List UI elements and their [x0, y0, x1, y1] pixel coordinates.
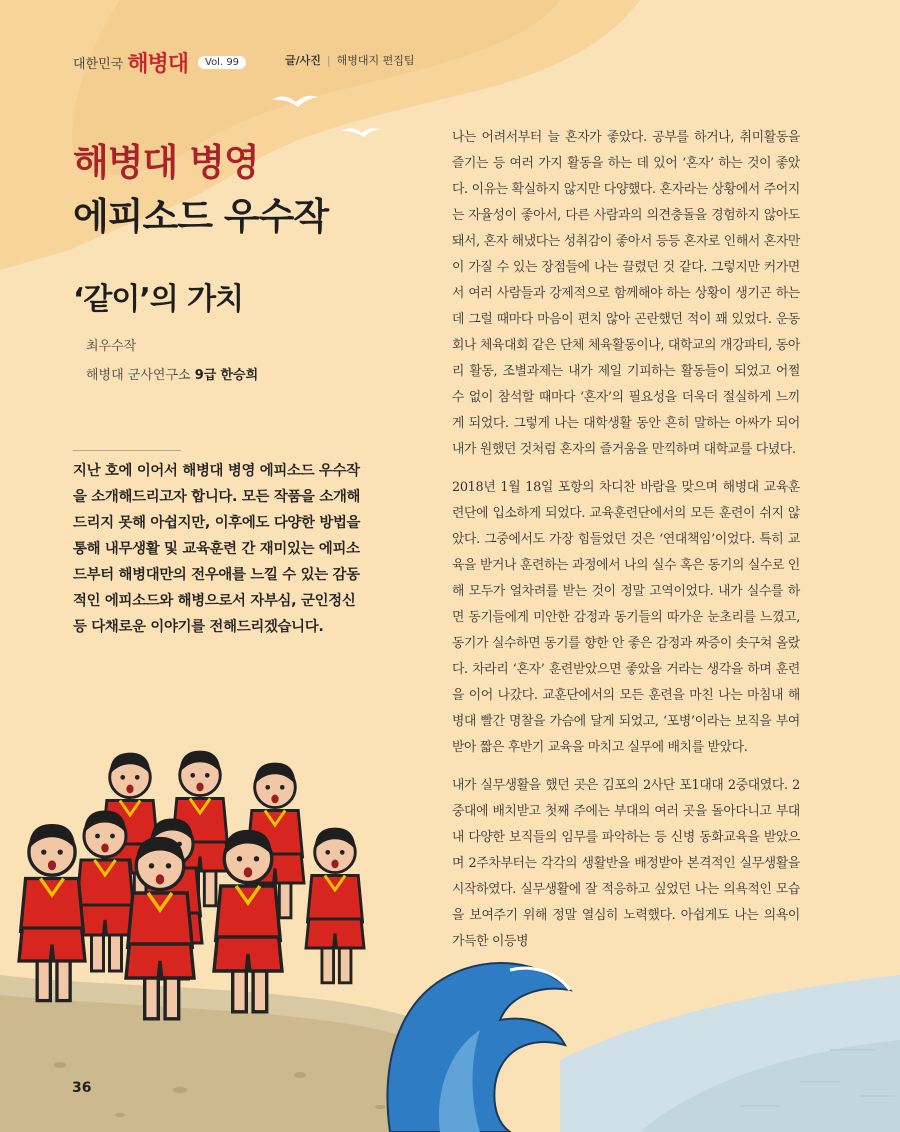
title-line-1: 해병대 병영 — [73, 141, 259, 184]
header-brand: 해병대 — [127, 52, 188, 77]
credit-value: 해병대지 편집팀 — [336, 54, 415, 67]
article-body — [452, 125, 800, 967]
volume-badge: Vol. 99 — [198, 56, 246, 69]
article-subtitle: ‘같이’의 가치 — [73, 282, 244, 317]
title-line-2: 에피소드 우수작 — [73, 195, 329, 238]
body-paragraph-3: 내가 실무생활을 했던 곳은 김포의 2사단 포1대대 2중대였다. 2중대에 배치받고 첫째 주에는 부대의 여러 곳을 돌아다니고 부대 내 다양한 보직들의 임무를 파악하는 등 신병 동화교육을 받았으며 2주차부터는 각각의 생활반을 배정받아 본격적인 실무생활을 시작하였다. 실무생활에 잘 적응하고 싶었던 나는 의욕적인 모습을 보여주기 위해 정말 열심히 노력했다. 아쉽게도 나는 의욕이 가득한 이등병 — [452, 778, 800, 949]
award-label: 최우수작 — [86, 339, 137, 354]
credit-label: 글/사진 — [285, 54, 321, 67]
author-line — [86, 364, 258, 383]
intro-divider — [73, 450, 181, 451]
magazine-header — [73, 47, 246, 78]
credit-line — [285, 52, 415, 68]
author-name: 한승희 — [220, 368, 259, 383]
author-rank: 9급 — [194, 368, 217, 383]
header-country: 대한민국 — [73, 57, 124, 72]
wave-illustration — [380, 910, 580, 1132]
intro-paragraph: 지난 호에 이어서 해병대 병영 에피소드 우수작을 소개해드리고자 합니다. 모든 작품을 소개해드리지 못해 아쉽지만, 이후에도 다양한 방법을 통해 내무생활 및 교육훈련 간 재미있는 에피소드부터 해병대만의 전우애를 느낄 수 있는 감동적인 에피소드와 해병으로서 자부심, 군인정신 등 다채로운 이야기를 전해드리겠습니다. — [73, 463, 361, 635]
body-paragraph-1: 나는 어려서부터 늘 혼자가 좋았다. 공부를 하거나, 취미활동을 즐기는 등 여러 가지 활동을 하는 데 있어 ‘혼자’ 하는 것이 좋았다. 이유는 확실하지 않지만 다양했다. 혼자라는 상황에서 주어지는 자율성이 좋아서, 다른 사람과의 의견충돌을 경험하지 않아도 돼서, 혼자 해냈다는 성취감이 좋아서 등등 혼자로 인해서 혼자만이 가질 수 있는 장점들에 나는 끌렸던 것 같다. 그렇지만 커가면서 여러 사람들과 강제적으로 함께해야 하는 상황이 생기곤 하는데 그럴 때마다 마음이 편치 않아 곤란했던 적이 꽤 있었다. 운동회나 체육대회 같은 단체 체육활동이나, 대학교의 개강파티, 동아리 활동, 조별과제는 내가 제일 기피하는 활동들이 되었고 어쩔 수 없이 참석할 때마다 ‘혼자’의 필요성을 더욱더 절실하게 느끼게 되었다. 그렇게 나는 대학생활 동안 흔히 말하는 아싸가 되어 내가 원했던 것처럼 혼자의 즐거움을 만끽하며 대학교를 다녔다. — [452, 130, 800, 457]
body-paragraph-2: 2018년 1월 18일 포항의 차디찬 바람을 맞으며 해병대 교육훈련단에 입소하게 되었다. 교육훈련단에서의 모든 훈련이 쉬지 않았다. 그중에서도 가장 힘들었던 것은 ‘연대책임’이었다. 특히 교육을 받거나 훈련하는 과정에서 나의 실수 혹은 동기의 실수로 인해 모두가 얼차려를 받는 것이 정말 고역이었다. 내가 실수를 하면 동기들에게 미안한 감정과 동기들의 따가운 눈초리를 느꼈고, 동기가 실수하면 동기를 향한 안 좋은 감정과 짜증이 솟구쳐 올랐다. 차라리 ‘혼자’ 훈련받았으면 좋았을 거라는 생각을 하며 훈련을 이어 나갔다. 교훈단에서의 모든 훈련을 마친 나는 마침내 해병대 빨간 명찰을 가슴에 달게 되었고, ‘포병’이라는 보직을 부여받아 짧은 후반기 교육을 마치고 실무에 배치를 받았다. — [452, 480, 800, 755]
credit-separator: | — [326, 54, 331, 67]
author-affiliation: 해병대 군사연구소 — [86, 368, 191, 383]
page-number: 36 — [72, 1080, 92, 1096]
